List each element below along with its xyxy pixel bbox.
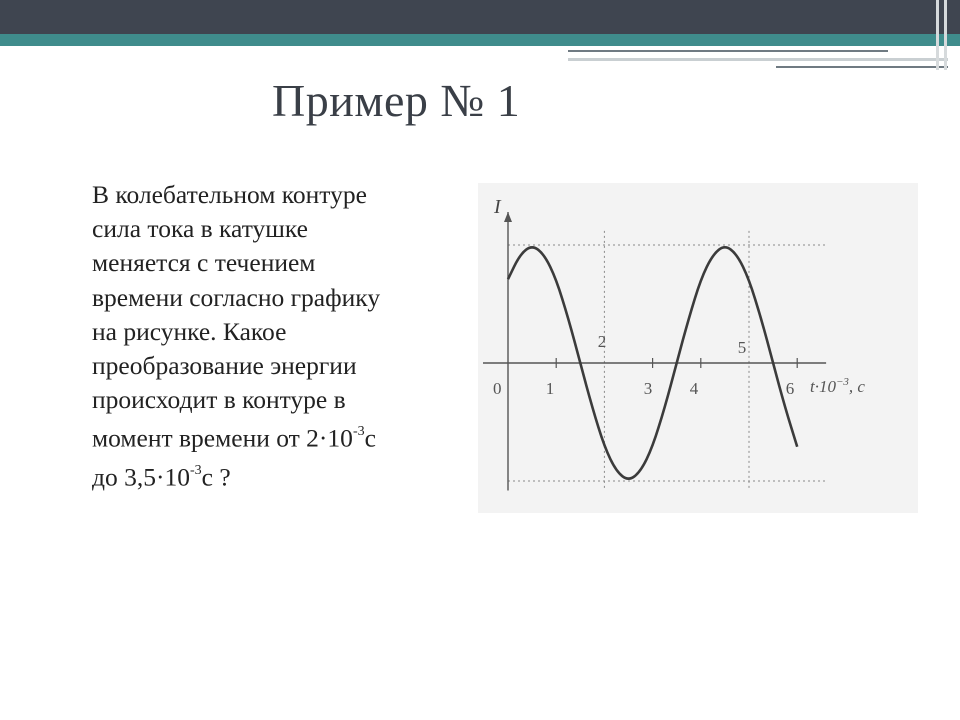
text-line: до 3,5·10 (92, 462, 190, 492)
accent-line (568, 50, 888, 52)
text-line: меняется с течением (92, 248, 316, 278)
tick-label: 4 (689, 379, 699, 398)
tick-label: 3 (643, 379, 653, 398)
current-graph (478, 183, 918, 513)
tick-label: 6 (785, 379, 795, 398)
text-line: В колебательном контуре (92, 180, 367, 209)
top-banner (0, 0, 960, 34)
accent-line (568, 58, 948, 61)
accent-line (776, 66, 948, 68)
x-axis-label: $t\cdot 10^{-3}$, с (810, 376, 865, 396)
page-title: Пример № 1 (272, 75, 521, 126)
graph-svg (478, 183, 918, 513)
exponent: -3 (352, 424, 365, 440)
tick-label: 1 (545, 379, 555, 398)
text-line: преобразование энергии (92, 351, 357, 381)
tick-label: 2 (597, 332, 607, 351)
text-line: момент времени от 2·10 (92, 423, 353, 453)
accent-line (944, 0, 947, 70)
unit: с (364, 423, 376, 453)
teal-stripe (0, 34, 960, 46)
text-line: происходит в контуре в (92, 385, 346, 415)
text-line: времени согласно графику (92, 282, 381, 312)
exponent: -3 (189, 463, 202, 479)
unit: с ? (201, 462, 231, 492)
text-line: сила тока в катушке (92, 214, 308, 244)
y-axis-label: I (494, 196, 501, 218)
text-line: на рисунке. Какое (92, 316, 287, 346)
origin-label: 0 (493, 379, 502, 398)
problem-text (92, 178, 472, 495)
graph-background (478, 183, 918, 513)
tick-label: 5 (737, 338, 747, 357)
accent-line (936, 0, 939, 70)
